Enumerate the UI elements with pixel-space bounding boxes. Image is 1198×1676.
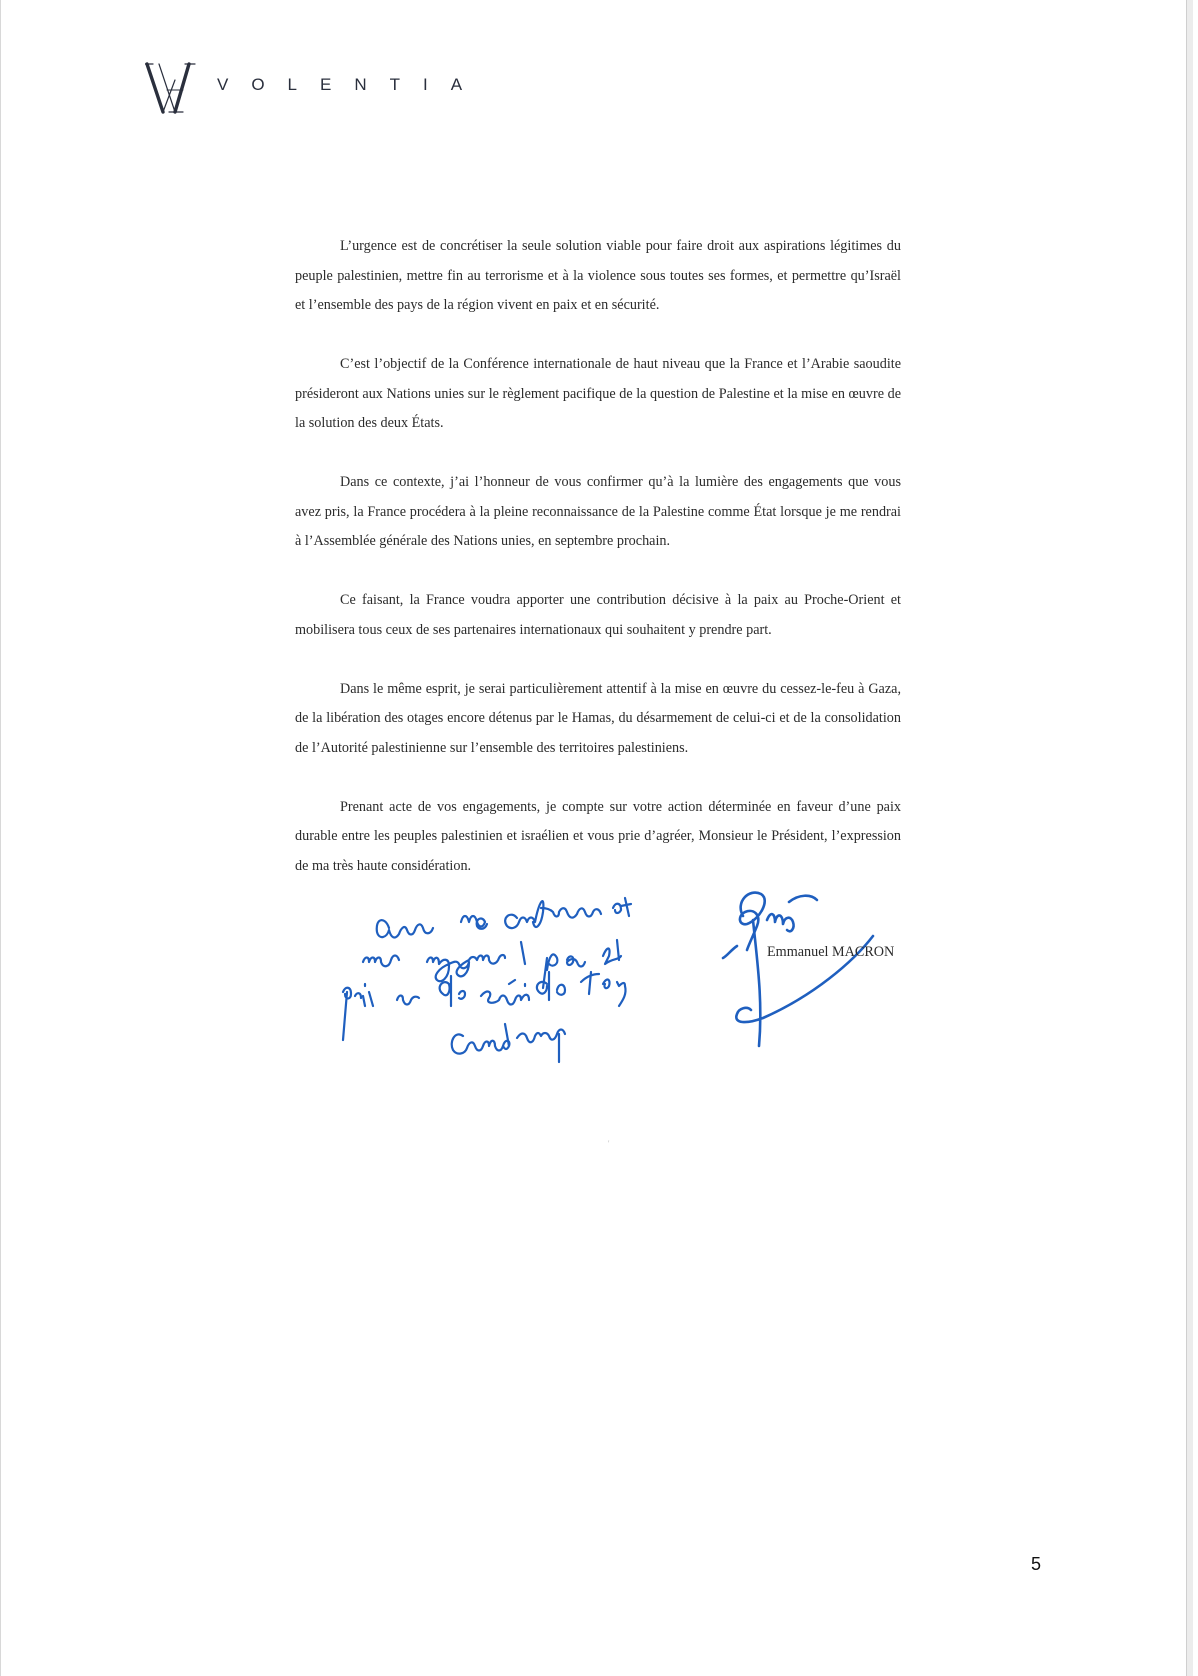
handwritten-note: [341, 888, 701, 1078]
letter-paragraph: Dans le même esprit, je serai particulièrement attentif à la mise en œuvre du cessez-le-feu à Gaza, de la libération des otages encore détenus par le Hamas, du désarmement de celui-ci et de la consolidation de l’Autorité palestinienne sur l’ensemble des territoires palestiniens.: [295, 680, 901, 756]
page-edge: [1186, 0, 1193, 1676]
volentia-logo-icon: [145, 60, 197, 116]
letter-paragraph: Ce faisant, la France voudra apporter une contribution décisive à la paix au Proche-Orient et mobilisera tous ceux de ses partenaires internationaux qui souhaitent y prendre part.: [295, 592, 901, 638]
letter-body: [295, 232, 901, 911]
letter-paragraph: Dans ce contexte, j’ai l’honneur de vous confirmer qu’à la lumière des engagements que vous avez pris, la France procédera à la pleine reconnaissance de la Palestine comme État lorsque je me rendrai à l’Assemblée générale des Nations unies, en septembre prochain.: [295, 474, 901, 549]
letter-paragraph: C’est l’objectif de la Conférence internationale de haut niveau que la France et l’Arabie saoudite présideront aux Nations unies sur le règlement pacifique de la question de Palestine et la mise en œuvre de la solution des deux États.: [295, 356, 901, 431]
brand-header: [145, 60, 485, 116]
letter-paragraph: L’urgence est de concrétiser la seule solution viable pour faire droit aux aspirations légitimes du peuple palestinien, mettre fin au terrorisme et à la violence sous toutes ses formes, et permettre qu’Israël et l’ensemble des pays de la région vivent en paix et en sécurité.: [295, 238, 901, 313]
brand-name: VOLENTIA: [217, 75, 486, 94]
letter-paragraph: Prenant acte de vos engagements, je compte sur votre action déterminée en faveur d’une paix durable entre les peuples palestinien et israélien et vous prie d’agréer, Monsieur le Président, l’expression de ma très haute considération.: [295, 798, 901, 874]
scan-speck: ': [608, 1139, 610, 1148]
signature-scribble: [713, 880, 893, 1060]
signer-name: Emmanuel MACRON: [767, 944, 895, 960]
page-number: 5: [1031, 1554, 1042, 1574]
